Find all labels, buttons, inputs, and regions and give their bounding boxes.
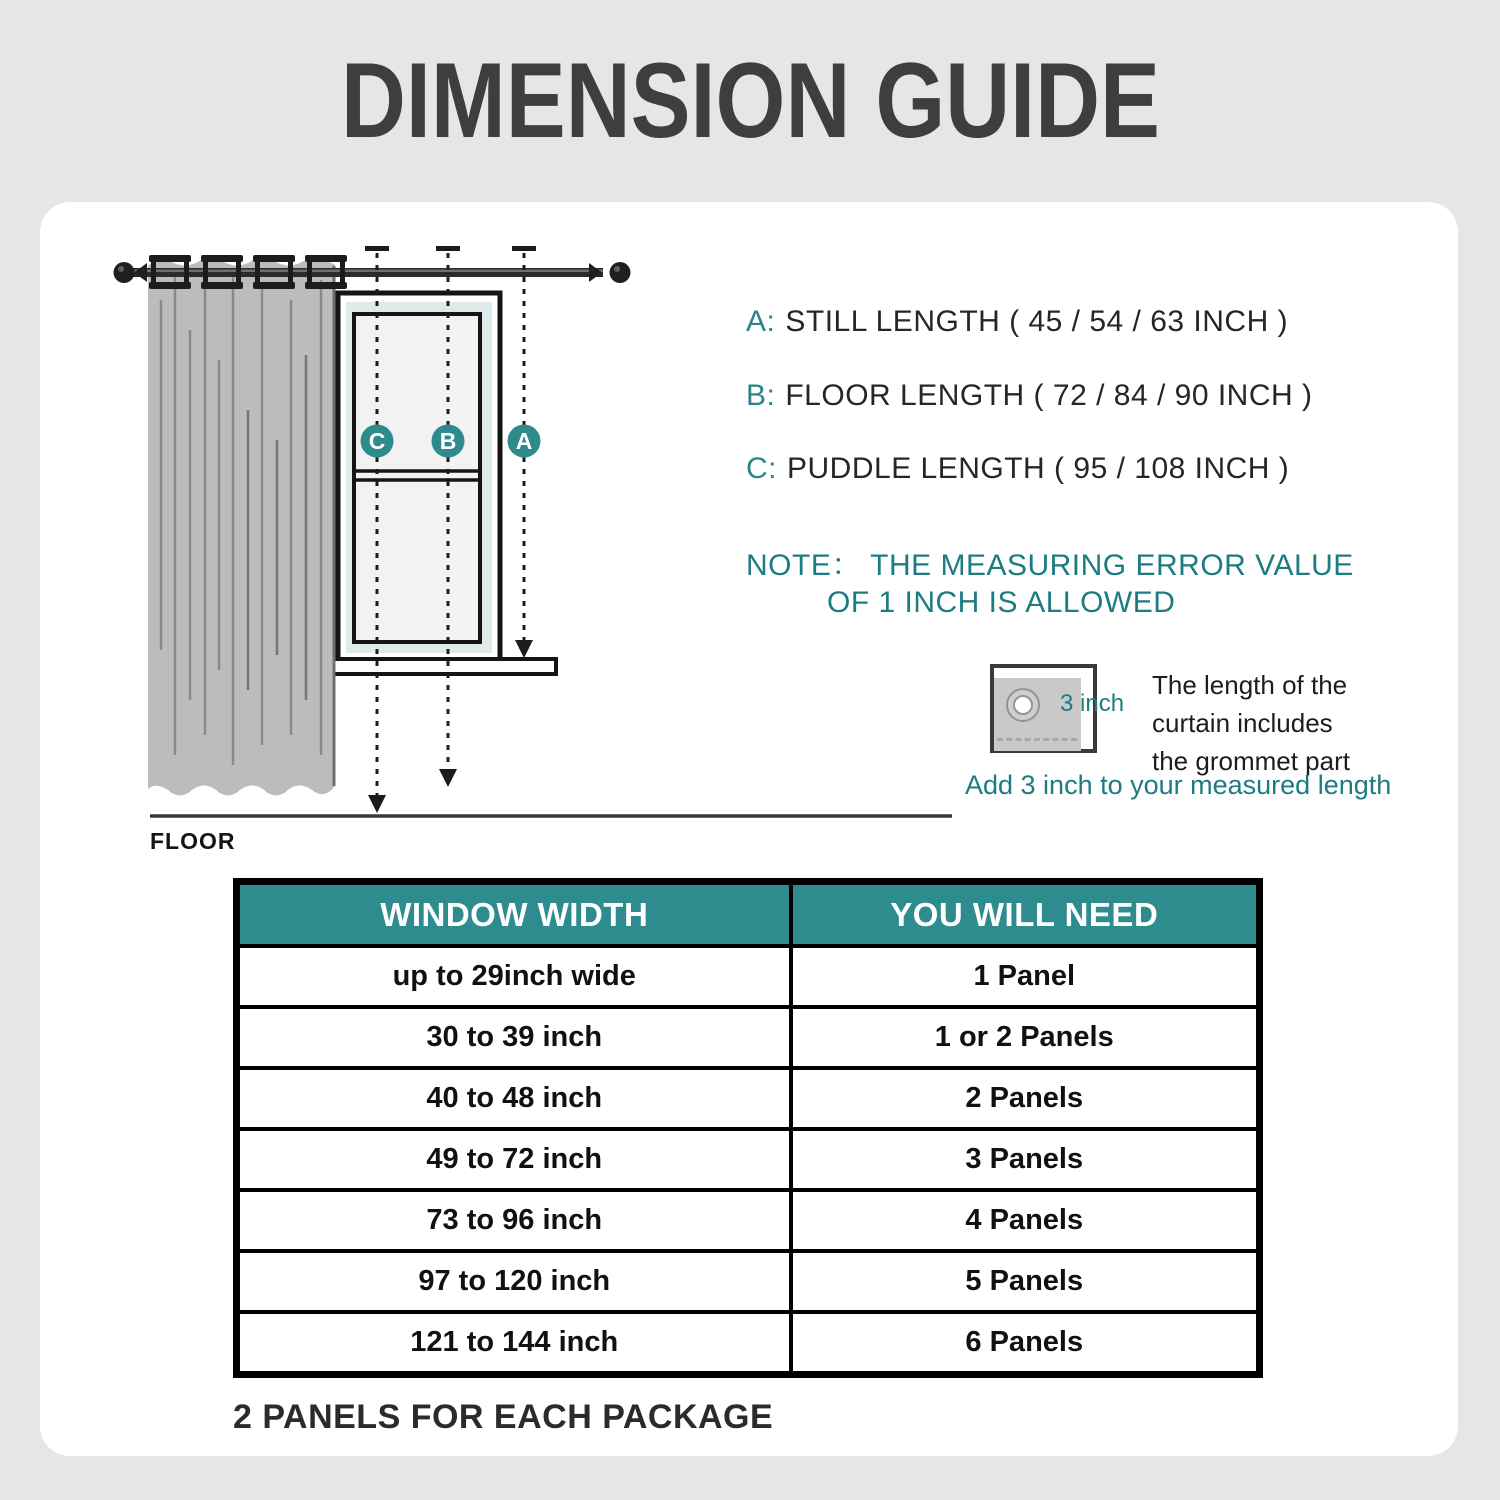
grommet-hole xyxy=(1013,695,1033,715)
table-row xyxy=(237,946,1260,1007)
cell-window-width: 97 to 120 inch xyxy=(237,1251,791,1312)
header-you-will-need: YOU WILL NEED xyxy=(791,882,1260,947)
cell-panels: 1 Panel xyxy=(791,946,1260,1007)
grommet-tip: Add 3 inch to your measured length xyxy=(965,770,1392,800)
cell-panels: 1 or 2 Panels xyxy=(791,1007,1260,1068)
legend-text-a: STILL LENGTH ( 45 / 54 / 63 INCH ) xyxy=(785,305,1289,338)
cell-window-width: 49 to 72 inch xyxy=(237,1129,791,1190)
table-row xyxy=(237,1190,1260,1251)
rod-right-finial xyxy=(610,262,631,283)
table-row xyxy=(237,1129,1260,1190)
marker-letter-c: C xyxy=(368,428,386,454)
window-sill xyxy=(332,659,556,674)
cell-window-width: 30 to 39 inch xyxy=(237,1007,791,1068)
legend-line-b xyxy=(746,379,1313,413)
grommet-description xyxy=(1152,666,1350,780)
table-header-row xyxy=(237,882,1260,947)
legend-line-c xyxy=(746,452,1289,486)
header-window-width: WINDOW WIDTH xyxy=(237,882,791,947)
floor xyxy=(150,816,952,854)
table-row xyxy=(237,1007,1260,1068)
grommet-description-line1: The length of the xyxy=(1152,670,1348,700)
rod-right-collar xyxy=(589,263,602,282)
rod-left-collar xyxy=(134,263,147,282)
cell-window-width: 73 to 96 inch xyxy=(237,1190,791,1251)
legend-text-c: PUDDLE LENGTH ( 95 / 108 INCH ) xyxy=(787,452,1290,485)
cell-window-width: up to 29inch wide xyxy=(237,946,791,1007)
marker-letter-b: B xyxy=(439,428,457,454)
legend-text-b: FLOOR LENGTH ( 72 / 84 / 90 INCH ) xyxy=(785,379,1313,412)
panel-size-table xyxy=(233,878,1263,1378)
cell-window-width: 121 to 144 inch xyxy=(237,1312,791,1375)
note-line-2: OF 1 INCH IS ALLOWED xyxy=(827,586,1176,619)
grommet-description-line3: the grommet part xyxy=(1152,746,1350,776)
window-illustration xyxy=(332,293,556,674)
curtain-illustration xyxy=(148,258,335,796)
table-row xyxy=(237,1251,1260,1312)
note-line-1: NOTE： THE MEASURING ERROR VALUE xyxy=(746,549,1354,582)
cell-panels: 3 Panels xyxy=(791,1129,1260,1190)
floor-label: FLOOR xyxy=(150,828,236,854)
cell-panels: 6 Panels xyxy=(791,1312,1260,1375)
legend-line-a xyxy=(746,305,1288,339)
grommet-hem-dashed-line xyxy=(997,738,1077,741)
cell-panels: 4 Panels xyxy=(791,1190,1260,1251)
marker-letter-a: A xyxy=(515,428,533,454)
page-title-text: DIMENSION GUIDE xyxy=(340,40,1160,160)
legend-key-b: B: xyxy=(746,379,776,412)
rod-left-finial xyxy=(114,262,135,283)
cell-window-width: 40 to 48 inch xyxy=(237,1068,791,1129)
legend-key-a: A: xyxy=(746,305,776,338)
legend-key-c: C: xyxy=(746,452,777,485)
arrowhead-a xyxy=(515,640,533,658)
marker-badges xyxy=(361,425,541,458)
cell-panels: 2 Panels xyxy=(791,1068,1260,1129)
arrowhead-b xyxy=(439,769,457,787)
package-footnote: 2 PANELS FOR EACH PACKAGE xyxy=(233,1398,774,1436)
grommet-description-line2: curtain includes xyxy=(1152,708,1333,738)
cell-panels: 5 Panels xyxy=(791,1251,1260,1312)
table-row xyxy=(237,1312,1260,1375)
grommet-measure-label: 3 inch xyxy=(1060,690,1125,717)
arrowhead-c xyxy=(368,795,386,813)
table-row xyxy=(237,1068,1260,1129)
